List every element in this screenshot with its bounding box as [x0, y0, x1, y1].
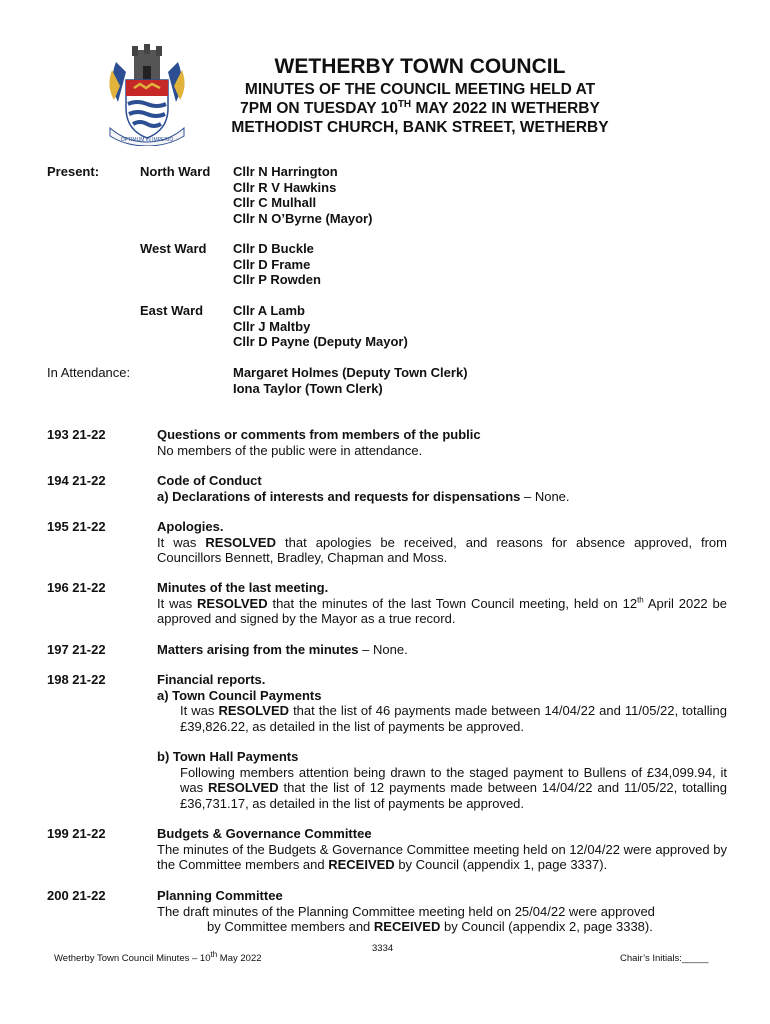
- item-heading: Matters arising from the minutes – None.: [157, 642, 408, 657]
- attendance-label: In Attendance:: [47, 365, 131, 380]
- item-heading: Minutes of the last meeting.: [157, 580, 329, 595]
- item-heading: Planning Committee: [157, 888, 283, 903]
- member: Cllr J Maltby: [233, 318, 311, 334]
- subtitle-line-2: 7PM ON TUESDAY 10TH MAY 2022 IN WETHERBY: [240, 98, 600, 117]
- member: Cllr N O’Byrne (Mayor): [233, 210, 373, 226]
- item-subheading: a) Declarations of interests and requests for dispensations – None.: [157, 488, 570, 504]
- member: Cllr P Rowden: [233, 272, 321, 287]
- item-heading: Apologies.: [157, 519, 224, 534]
- page-title: WETHERBY TOWN COUNCIL: [274, 55, 566, 78]
- subtitle-line-1: MINUTES OF THE COUNCIL MEETING HELD AT: [244, 81, 596, 98]
- chair-initials: Chair’s Initials:_____: [620, 953, 709, 964]
- item-number: 193 21-22: [47, 427, 106, 442]
- item-text: The draft minutes of the Planning Committee meeting held on 25/04/22 were approved: [157, 903, 655, 919]
- minute-item: [157, 672, 727, 811]
- town-crest-logo: [106, 42, 188, 146]
- minute-item: [157, 826, 727, 873]
- item-heading: Financial reports.: [157, 672, 266, 687]
- ward-name: East Ward: [140, 303, 204, 318]
- item-number: 195 21-22: [47, 519, 106, 534]
- item-text: No members of the public were in attendance.: [157, 442, 423, 458]
- item-text: by Committee members and RECEIVED by Council (appendix 2, page 3338).: [207, 919, 653, 934]
- item-text: Following members attention being drawn to the staged payment to Bullens of £34,099.94, it was RESOLVED that the list of 12 payments made between 14/04/22 and 11/05/22, totalling £36,731.17, as detailed in the list of payments be approved.: [180, 764, 727, 811]
- minute-item: [157, 473, 727, 504]
- item-subheading: b) Town Hall Payments: [157, 749, 299, 764]
- item-heading: Questions or comments from members of the public: [157, 427, 481, 442]
- item-text: It was RESOLVED that the list of 46 payments made between 14/04/22 and 11/05/22, totalling £39,826.22, as detailed in the list of payments be approved.: [180, 703, 727, 734]
- item-number: 197 21-22: [47, 642, 106, 657]
- item-number: 194 21-22: [47, 473, 106, 488]
- ward-members-list: [233, 164, 372, 226]
- item-subheading: a) Town Council Payments: [157, 687, 322, 703]
- present-label: Present:: [47, 164, 100, 179]
- ward-members-list: [233, 241, 321, 288]
- item-text: It was RESOLVED that the minutes of the last Town Council meeting, held on 12th April 2022 be approved and signed by the Mayor as a true record.: [157, 595, 727, 626]
- item-heading: Budgets & Governance Committee: [157, 826, 372, 841]
- item-text: The minutes of the Budgets & Governance Committee meeting held on 12/04/22 were approved by the Committee members and RECEIVED by Council (appendix 1, page 3337).: [157, 841, 727, 872]
- minute-item: [157, 519, 727, 566]
- item-number: 196 21-22: [47, 580, 106, 595]
- subtitle-line-3: METHODIST CHURCH, BANK STREET, WETHERBY: [231, 119, 609, 136]
- attendee: Iona Taylor (Town Clerk): [233, 380, 383, 396]
- attendance-list: [233, 365, 468, 396]
- minute-item: [157, 642, 727, 658]
- minute-item: [157, 888, 727, 935]
- member: Cllr C Mulhall: [233, 195, 317, 210]
- ward-name: West Ward: [140, 241, 207, 256]
- ward-name: North Ward: [140, 164, 211, 179]
- member: Cllr D Buckle: [233, 241, 314, 256]
- member: Cllr R V Hawkins: [233, 179, 337, 195]
- minute-item: [157, 580, 727, 627]
- member: Cllr A Lamb: [233, 303, 305, 318]
- item-text: It was RESOLVED that apologies be received, and reasons for absence approved, from Councillors Bennett, Bradley, Chapman and Moss.: [157, 534, 727, 565]
- member: Cllr D Frame: [233, 256, 311, 272]
- item-number: 198 21-22: [47, 672, 106, 687]
- item-number: 199 21-22: [47, 826, 106, 841]
- page-number: 3334: [372, 943, 394, 954]
- attendee: Margaret Holmes (Deputy Town Clerk): [233, 365, 468, 380]
- member: Cllr D Payne (Deputy Mayor): [233, 334, 408, 349]
- item-heading: Code of Conduct: [157, 473, 262, 488]
- ward-members-list: [233, 303, 408, 350]
- minute-item: [157, 427, 727, 458]
- member: Cllr N Harrington: [233, 164, 338, 179]
- footer-left: Wetherby Town Council Minutes – 10th May 2022: [54, 949, 262, 964]
- item-number: 200 21-22: [47, 888, 106, 903]
- crest-motto: OPTIMUM IN IMPERIO: [120, 137, 174, 143]
